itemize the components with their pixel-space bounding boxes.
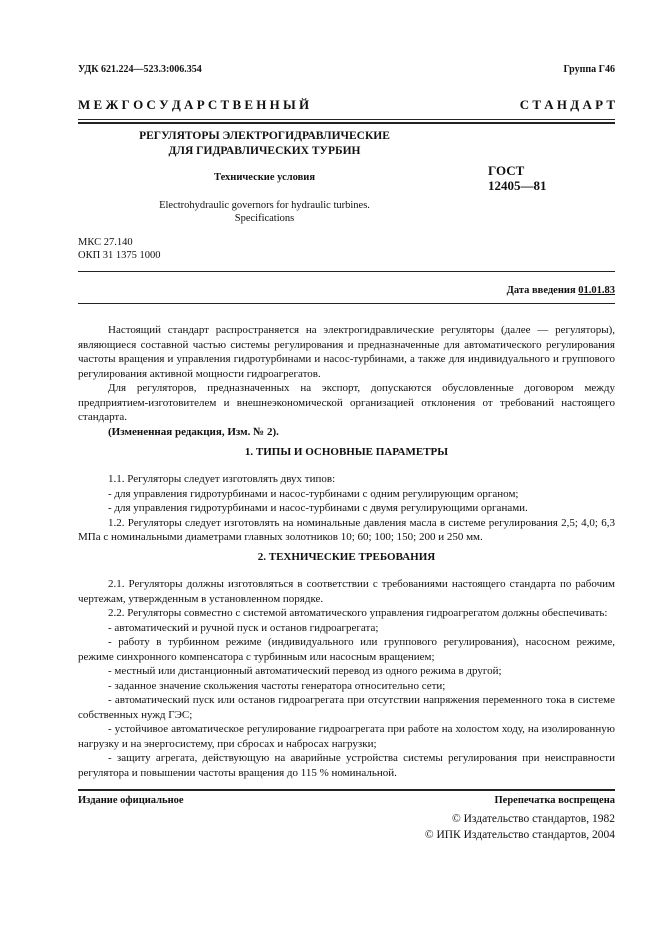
section-2-list-item: - заданное значение скольжения частоты генератора относительно сети; [108,679,446,692]
udc-code: УДК 621.224—523.3:006.354 [78,64,202,75]
title-line-1: РЕГУЛЯТОРЫ ЭЛЕКТРОГИДРАВЛИЧЕСКИЕ [139,130,390,142]
copyright-2004: © ИПК Издательство стандартов, 2004 [424,829,615,841]
gost-label: ГОСТ [488,163,525,178]
codes-rule [78,271,615,272]
okp-code: ОКП 31 1375 1000 [78,250,161,261]
section-2-heading: 2. ТЕХНИЧЕСКИЕ ТРЕБОВАНИЯ [257,551,436,563]
header-rule-bottom [78,122,615,124]
mks-code: МКС 27.140 [78,237,133,248]
section-2-body [78,577,615,780]
section-1-heading: 1. ТИПЫ И ОСНОВНЫЕ ПАРАМЕТРЫ [244,446,449,458]
intro-paragraph-2: Для регуляторов, предназначенных на экспорт, допускаются обусловленные договором между предприятием-изготовителем и внешнеэкономической организацией отклонения от требований настоящего стандарта. [78,382,615,423]
section-1-item-1-1: 1.1. Регуляторы следует изготовлять двух типов: [108,473,336,485]
change-note: (Измененная редакция, Изм. № 2). [108,425,279,438]
official-edition: Издание официальное [78,795,184,806]
section-1-body [78,472,615,545]
intro-block [78,323,615,439]
reprint-notice: Перепечатка воспрещена [494,795,615,806]
gost-number: 12405—81 [488,178,547,193]
english-title-2: Specifications [234,213,295,224]
section-2-list-item: - местный или дистанционный автоматический перевод из одного режима в другой; [108,665,502,677]
section-1-list-item: - для управления гидротурбинами и насос-турбинами с одним регулирующим органом; [108,487,519,500]
copyright-1982: © Издательство стандартов, 1982 [451,813,615,825]
section-2-list-item: - защиту агрегата, действующую на аварийные устройства системы регулирования при неисправности регулятора и повышении частоты вращения до 115 % номинальной. [78,752,615,779]
section-2-item-2-2: 2.2. Регуляторы совместно с системой автоматического управления гидроагрегатом должны обеспечивать: [108,607,608,619]
section-2-list-item: - устойчивое автоматическое регулирование гидроагрегата при работе на холостом ходу, на изолированную нагрузку и на энергосистему, при сбросах и набросах нагрузки; [78,723,615,750]
date-rule [78,303,615,304]
group-code: Группа Г46 [563,64,615,75]
footer-rule [78,789,615,791]
intro-date [507,285,615,296]
title-subtitle: Технические условия [213,172,316,183]
section-2-list-item: - автоматический пуск или останов гидроагрегата при отсутствии напряжения переменного тока в системе собственных нужд ГЭС; [78,694,615,721]
title-line-2: ДЛЯ ГИДРАВЛИЧЕСКИХ ТУРБИН [168,145,361,157]
section-2-item-2-1: 2.1. Регуляторы должны изготовляться в соответствии с требованиями настоящего стандарта по рабочим чертежам, утвержденным в установленном порядке. [78,578,615,605]
intro-paragraph-1: Настоящий стандарт распространяется на электрогидравлические регуляторы (далее — регуляторы), являющиеся составной частью системы регулирования и предназначенные для автоматического регулирования частоты вращения и управления гидротурбинами и насос-турбинами, а также для индивидуального и группового регулирования активной мощности гидроагрегатов. [78,324,615,380]
intro-date-value: 01.01.83 [578,285,615,296]
section-2-list-item: - автоматический и ручной пуск и останов гидроагрегата; [108,621,379,634]
header-rule-top [78,119,615,120]
intro-date-label: Дата введения [506,285,579,296]
section-1-list-item: - для управления гидротурбинами и насос-турбинами с двумя регулирующими органами. [108,502,528,514]
banner-left: М Е Ж Г О С У Д А Р С Т В Е Н Н Ы Й [78,97,310,112]
banner-right: С Т А Н Д А Р Т [519,97,615,112]
section-1-item-1-2: 1.2. Регуляторы следует изготовлять на номинальные давления масла в системе регулирования 2,5; 4,0; 6,3 МПа с номинальными диаметрами главных золотников 10; 60; 100; 150; 200 и 250 мм. [78,516,615,543]
english-title-1: Electrohydraulic governors for hydraulic turbines. [159,200,370,211]
section-2-list-item: - работу в турбинном режиме (индивидуального или группового регулирования), насосном режиме, режиме синхронного компенсатора с турбинным или насосным вращением; [78,636,615,663]
standard-banner [78,97,615,113]
